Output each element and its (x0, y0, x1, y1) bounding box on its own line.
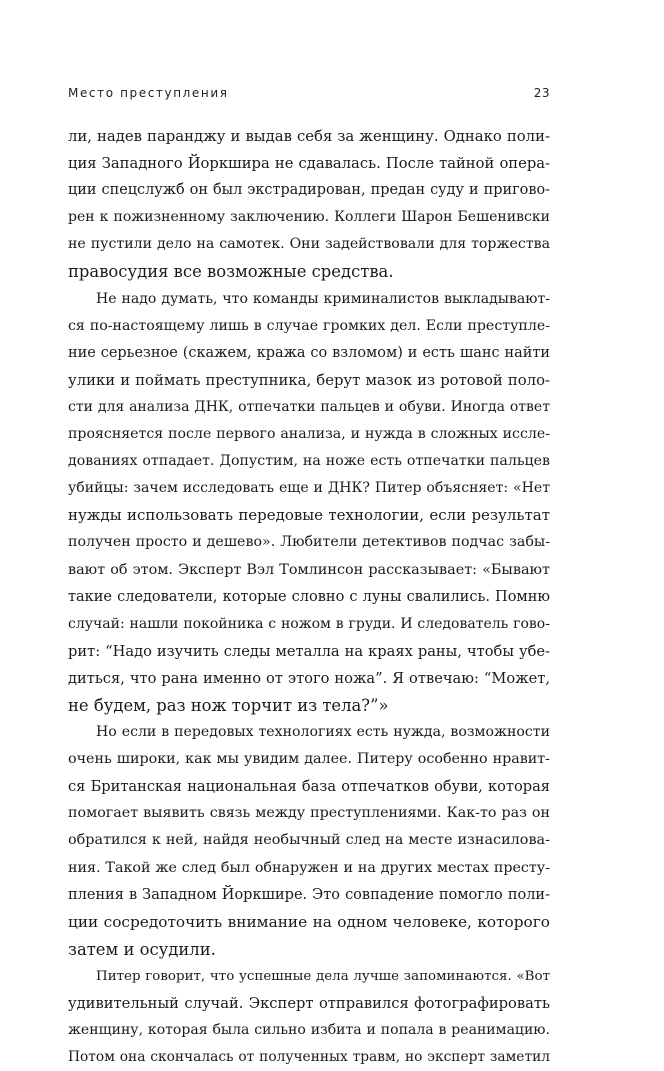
text-line: сти для анализа ДНК, отпечатки пальцев и обуви. Иногда ответ (68, 398, 550, 415)
text-line: дованиях отпадает. Допустим, на ноже есть отпечатки пальцев (68, 453, 550, 470)
text-line: вают об этом. Эксперт Вэл Томлинсон рассказывает: «Бывают (68, 561, 550, 578)
text-line: рен к пожизненному заключению. Коллеги Шарон Бешенивски (68, 209, 550, 226)
text-line: удивительный случай. Эксперт отправился фотографировать (68, 995, 550, 1012)
running-title: Место преступления (68, 86, 229, 100)
text-line: ция Западного Йоркшира не сдавалась. После тайной опера- (68, 155, 550, 173)
text-line: не будем, раз нож торчит из тела?”» (68, 695, 389, 715)
body-text (68, 123, 550, 1071)
text-line: правосудия все возможные средства. (68, 262, 394, 282)
text-line: диться, что рана именно от этого ножа”. Я отвечаю: “Может, (68, 669, 550, 687)
text-line: помогает выявить связь между преступлениями. Как-то раз он (68, 805, 550, 822)
text-line: затем и осудили. (68, 939, 216, 959)
text-line: ния. Такой же след был обнаружен и на других местах престу- (68, 859, 550, 876)
text-line: нужды использовать передовые технологии, если результат (68, 506, 550, 525)
text-line: ся по-настоящему лишь в случае громких дел. Если преступле- (68, 317, 550, 334)
text-line: Не надо думать, что команды криминалистов выкладывают- (96, 290, 550, 307)
running-header (68, 86, 550, 106)
text-line: ции спецслужб он был экстрадирован, предан суду и пригово- (68, 182, 550, 199)
text-line: Потом она скончалась от полученных травм, но эксперт заметил (68, 1049, 550, 1066)
text-line: женщину, которая была сильно избита и попала в реанимацию. (68, 1022, 550, 1039)
text-line: получен просто и дешево». Любители детективов подчас забы- (68, 534, 550, 551)
text-line: очень широки, как мы увидим далее. Питеру особенно нравит- (68, 751, 550, 768)
paragraph (68, 963, 550, 1071)
text-line: ние серьезное (скажем, кража со взломом) и есть шанс найти (68, 344, 550, 361)
text-line: не пустили дело на самотек. Они задействовали для торжества (68, 236, 550, 253)
text-line: пления в Западном Йоркшире. Это совпадение помогло поли- (68, 886, 550, 903)
text-line: убийцы: зачем исследовать еще и ДНК? Питер объясняет: «Нет (68, 480, 550, 497)
text-line: рит: “Надо изучить следы металла на краях раны, чтобы убе- (68, 642, 550, 660)
text-line: такие следователи, которые словно с луны свалились. Помню (68, 588, 550, 605)
text-line: ли, надев паранджу и выдав себя за женщину. Однако поли- (68, 128, 550, 145)
paragraph (68, 719, 550, 963)
paragraph (68, 123, 550, 286)
text-line: ся Британская национальная база отпечатков обуви, которая (68, 778, 550, 796)
text-line: Но если в передовых технологиях есть нужда, возможности (96, 724, 550, 741)
page-number: 23 (533, 86, 550, 100)
text-line: случай: нашли покойника с ножом в груди. И следователь гово- (68, 615, 550, 632)
text-line: улики и поймать преступника, берут мазок из ротовой поло- (68, 371, 550, 389)
text-line: обратился к ней, найдя необычный след на месте изнасилова- (68, 832, 550, 849)
paragraph (68, 286, 550, 720)
text-line: ции сосредоточить внимание на одном человеке, которого (68, 912, 550, 931)
text-line: Питер говорит, что успешные дела лучше запоминаются. «Вот (96, 968, 550, 984)
text-line: проясняется после первого анализа, и нужда в сложных иссле- (68, 426, 550, 443)
